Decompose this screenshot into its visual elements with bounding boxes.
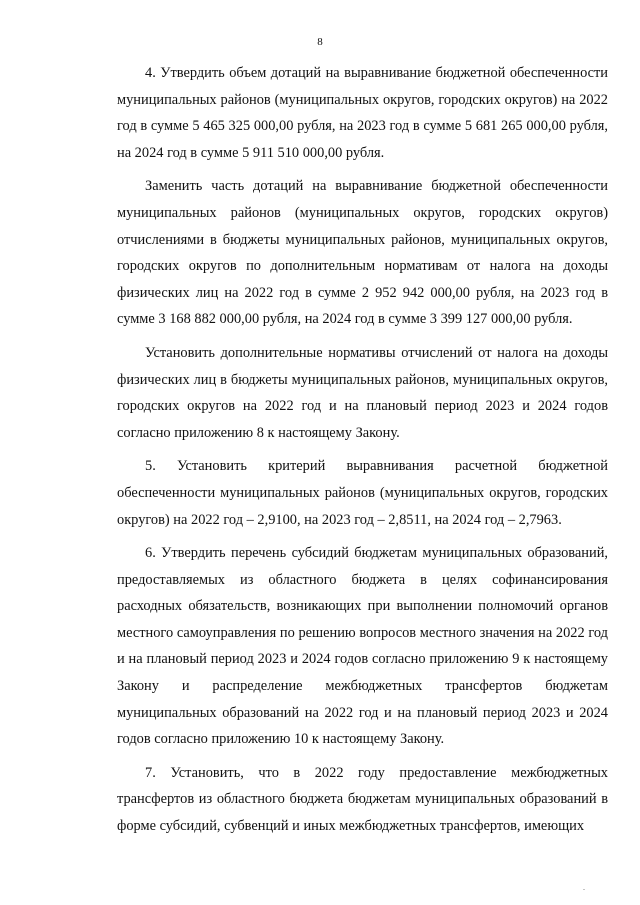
page-number: 8 bbox=[317, 36, 323, 48]
paragraph-additional-norms: Установить дополнительные нормативы отчислений от налога на доходы физических лиц в бюджеты муниципальных районов, муниципальных округов, городских округов на 2022 год и на плановый период 2023 и 2024 годов согласно приложению 8 к настоящему Закону. bbox=[117, 344, 608, 441]
paragraph-6-subsidy-list: 6. Утвердить перечень субсидий бюджетам муниципальных образований, предоставляемых из областного бюджета в целях софинансирования расходных обязательств, возникающих при выполнении полномочий органов местного самоуправления по решению вопросов местного значения на 2022 год и на плановый период 2023 и 2024 годов согласно приложению 9 к настоящему Закону и распределение межбюджетных трансфертов бюджетам муниципальных образований на 2022 год и на плановый период 2023 и 2024 годов согласно приложению 10 к настоящему Закону. bbox=[117, 545, 608, 748]
paragraph-7-transfers: 7. Установить, что в 2022 году предоставление межбюджетных трансфертов из областного бюджета бюджетам муниципальных образований в форме субсидий, субвенций и иных межбюджетных трансфертов, имеющих bbox=[117, 764, 608, 835]
paragraph-replace-subsidies: Заменить часть дотаций на выравнивание бюджетной обеспеченности муниципальных районов (муниципальных округов, городских округов) отчислениями в бюджеты муниципальных районов, муниципальных округов, городских округов по дополнительным нормативам от налога на доходы физических лиц на 2022 год в сумме 2 952 942 000,00 рубля, на 2023 год в сумме 3 168 882 000,00 рубля, на 2024 год в сумме 3 399 127 000,00 рубля. bbox=[117, 178, 608, 328]
document-body bbox=[117, 60, 608, 847]
paragraph-5-criterion: 5. Установить критерий выравнивания расчетной бюджетной обеспеченности муниципальных районов (муниципальных округов, городских округов) на 2022 год – 2,9100, на 2023 год – 2,8511, на 2024 год – 2,7963. bbox=[117, 458, 608, 528]
scan-mark: . bbox=[583, 883, 585, 892]
paragraph-4-subsidies: 4. Утвердить объем дотаций на выравнивание бюджетной обеспеченности муниципальных районов (муниципальных округов, городских округов) на 2022 год в сумме 5 465 325 000,00 рубля, на 2023 год в сумме 5 681 265 000,00 рубля, на 2024 год в сумме 5 911 510 000,00 рубля. bbox=[117, 65, 608, 161]
